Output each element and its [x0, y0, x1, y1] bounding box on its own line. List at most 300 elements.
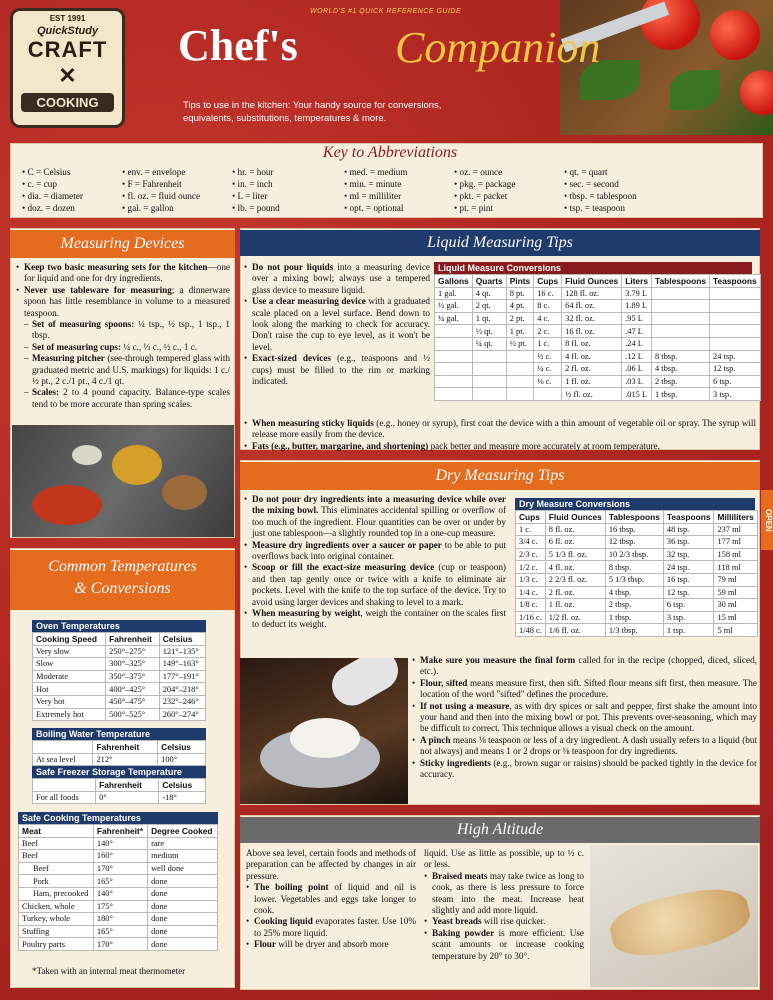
- abbreviation-item: • min. = minute: [344, 179, 402, 189]
- liquid-bullet-text: into a measuring device over a mixing bowl; always use a tempered glass device to measure liquid.: [252, 262, 430, 295]
- table-cell: 1 tbsp.: [605, 611, 663, 624]
- dry-bullet-lower-bold: Sticky ingredients: [420, 757, 491, 768]
- table-header-row: [33, 741, 206, 754]
- table-cell: 24 tsp.: [710, 350, 761, 363]
- table-cell: 170°: [93, 862, 147, 875]
- table-row: [33, 658, 206, 671]
- table-cell: done: [148, 925, 218, 938]
- table-cell: 1 tbsp.: [652, 388, 710, 401]
- liquid-bullet-bold: Exact-sized devices: [252, 353, 331, 364]
- table-cell: [435, 325, 473, 338]
- abbreviation-item: • opt. = optional: [344, 203, 404, 213]
- measuring-dash-item-text: ¼ c., ⅓ c., ½ c., 1 c.: [121, 341, 198, 352]
- table-cell: 177 ml: [714, 536, 757, 549]
- dry-bullet-bold: Do not pour dry ingredients into a measuring device while over the mixing bowl.: [252, 494, 506, 516]
- altitude-bullet-text: will be dryer and absorb more: [275, 939, 389, 950]
- abbreviation-item: • lb. = pound: [232, 203, 280, 213]
- table-cell: 2 tbsp.: [605, 599, 663, 612]
- table-cell: 15 ml: [714, 611, 757, 624]
- table-cell: 64 fl. oz.: [562, 300, 622, 313]
- logo-est: EST 1991: [49, 14, 86, 23]
- measuring-dash-item-text: ¼ tsp., ½ tsp., 1 tsp., 1 tbsp.: [32, 319, 230, 341]
- table-row: [516, 573, 758, 586]
- table-cell: rare: [148, 837, 218, 850]
- table-cell: Ham, precooked: [19, 887, 94, 900]
- table-cell: 10 2/3 tbsp.: [605, 548, 663, 561]
- safe-cooking-table: [18, 812, 218, 951]
- table-cell: 1 tsp.: [663, 624, 714, 637]
- table-cell: 79 ml: [714, 573, 757, 586]
- high-altitude-col2-lead: liquid. Use as little as possible, up to ½ c. or less.: [424, 848, 584, 870]
- dry-bullet-text: to be able to put overflows back into original container.: [252, 539, 506, 562]
- table-cell: 204°–218°: [159, 683, 205, 696]
- dry-bullet-text: This eliminates accidental spilling or overflow of too much of the ingredient. Flour quantities can be over or under by just one tablespoon—a slightly rounded top in a one-cup measure.: [252, 505, 506, 539]
- table-header-cell: Degree Cooked: [148, 825, 218, 838]
- table-row: [516, 611, 758, 624]
- table-row: [19, 925, 218, 938]
- table-cell: For all foods: [33, 791, 96, 804]
- table-row: [435, 300, 761, 313]
- table-cell: 165°: [93, 875, 147, 888]
- table-cell: [506, 350, 533, 363]
- table-row: [19, 887, 218, 900]
- altitude-bullet-bold: Braised meats: [432, 870, 488, 881]
- table-cell: 100°: [158, 753, 206, 766]
- abbreviations-list: [22, 166, 762, 214]
- table-cell: 158 ml: [714, 548, 757, 561]
- table-header-cell: Fahrenheit: [93, 741, 158, 754]
- liquid-bullet: [244, 296, 430, 353]
- table-cell: [472, 375, 506, 388]
- bread-photo: [590, 845, 758, 987]
- table-row: [435, 363, 761, 376]
- table-cell: 32 fl. oz.: [562, 312, 622, 325]
- altitude-bullet-bold: The boiling point: [254, 882, 329, 893]
- table-header-row: [435, 275, 761, 288]
- table-cell: 232°–246°: [159, 695, 205, 708]
- abbreviation-item: • in. = inch: [232, 179, 273, 189]
- utensils-icon: ✕: [58, 63, 77, 88]
- table-header-cell: Quarts: [472, 275, 506, 288]
- altitude-bullet-text: may take twice as long to cook, as there is less pressure to force steam into the meat. Increase heat slightly and add more liquid.: [432, 870, 585, 916]
- abbreviations-title: Key to Abbreviations: [322, 144, 458, 161]
- altitude-bullet: [246, 939, 416, 950]
- table-row: [33, 791, 206, 804]
- page-subtitle: Tips to use in the kitchen: Your handy source for conversions, equivalents, substitutions, temperatures & more.: [183, 100, 442, 124]
- table-header-cell: Celsius: [159, 779, 206, 792]
- table-cell: 3 tsp.: [663, 611, 714, 624]
- table-header-cell: Tablespoons: [605, 511, 663, 524]
- dry-bullet-lower-text: means ⅛ teaspoon or less of a dry ingredient. A dash usually refers to a liquid (but not always) and means 1 or 2 drops or ⅛ teaspoon for dry ingredients.: [420, 734, 757, 757]
- altitude-bullet: [246, 882, 416, 916]
- high-altitude-intro: Above sea level, certain foods and methods of preparation can be affected by changes in air pressure.: [246, 848, 416, 881]
- table-row: [516, 536, 758, 549]
- table-cell: 260°–274°: [159, 708, 205, 721]
- liquid-bullet-text: (e.g., teaspoons and ½ cups) must be filled to the rim or marking indicated.: [252, 353, 430, 387]
- dry-bullet-lower-bold: Flour, sifted: [420, 677, 468, 688]
- table-cell: 121°–135°: [159, 645, 205, 658]
- table-cell: ¼ gal.: [435, 312, 473, 325]
- table-cell: 118 ml: [714, 561, 757, 574]
- dry-bullet-bold: When measuring by weight: [252, 608, 361, 619]
- table-cell: 4 fl. oz.: [545, 561, 605, 574]
- dry-bullet-lower: [412, 735, 757, 758]
- table-cell: .95 L: [622, 312, 652, 325]
- table-cell: Hot: [33, 683, 106, 696]
- table-header-cell: Fluid Ounces: [545, 511, 605, 524]
- table-cell: 8 c.: [534, 300, 562, 313]
- abbreviation-item: • gal. = gallon: [122, 203, 174, 213]
- table-header-cell: Liters: [622, 275, 652, 288]
- table-cell: [710, 300, 761, 313]
- table-cell: 212°: [93, 753, 158, 766]
- table-cell: .47 L: [622, 325, 652, 338]
- dry-bullet-lower: [412, 701, 757, 735]
- table-cell: [652, 325, 710, 338]
- dry-bullet-text: (cup or teaspoon) and then tap gently once or twice with a knife to eliminate air pockets. Level with the knife to the top surface of the device. Try to avoid using larger devices and shaking to level to a mark.: [252, 562, 506, 607]
- table-cell: [435, 337, 473, 350]
- table-row: [516, 523, 758, 536]
- table-row: [19, 913, 218, 926]
- table-header-cell: [33, 741, 93, 754]
- dry-bullet-lower-bold: Make sure you measure the final form: [420, 655, 576, 665]
- table-cell: ½ c.: [534, 350, 562, 363]
- table-header-cell: Cups: [534, 275, 562, 288]
- dry-bullet-bold: Scoop or fill the exact-size measuring device: [252, 562, 435, 573]
- abbreviation-item: • pkt. = packet: [454, 191, 508, 201]
- table-row: [435, 312, 761, 325]
- table-cell: 59 ml: [714, 586, 757, 599]
- table-cell: 32 tsp.: [663, 548, 714, 561]
- table-cell: Very slow: [33, 645, 106, 658]
- liquid-bullet-bold: Fats (e.g., butter, margarine, and shortening): [252, 440, 429, 451]
- table-header-cell: Fluid Ounces: [562, 275, 622, 288]
- table-cell: 1 c.: [534, 337, 562, 350]
- liquid-bullet: [244, 262, 430, 296]
- table-cell: [506, 388, 533, 401]
- table-cell: [435, 363, 473, 376]
- measuring-devices-text: [16, 262, 230, 410]
- abbreviation-item: • env. = envelope: [122, 167, 186, 177]
- table-cell: 500°–525°: [106, 708, 160, 721]
- dry-bullet-lower-text: , as with dry spices or salt and pepper, first shake the amount into your hand and then into the mixing bowl or pot. This prevents over-seasoning, which may be difficult to correct. This technique allows a visual check on the amount.: [420, 700, 757, 734]
- table-cell: 2 tbsp.: [652, 375, 710, 388]
- table-cell: 2 fl. oz.: [562, 363, 622, 376]
- abbreviation-item: • tsp. = teaspoon: [564, 203, 625, 213]
- freezer-caption: Safe Freezer Storage Temperature: [32, 766, 206, 778]
- table-cell: 4 tbsp.: [605, 586, 663, 599]
- altitude-bullet: [424, 928, 584, 962]
- table-row: [19, 850, 218, 863]
- table-row: [33, 695, 206, 708]
- table-row: [33, 753, 206, 766]
- table-cell: 0°: [96, 791, 159, 804]
- measuring-dash-item-text: 2 to 4 pound capacity. Balance-type scales tend to be more accurate than spring scales.: [32, 387, 230, 409]
- table-cell: 1 gal.: [435, 287, 473, 300]
- measuring-bullet-text: ; a dinnerware spoon has little resemblance in volume to a measured teaspoon.: [24, 284, 230, 318]
- flour-sifting-photo: [240, 658, 408, 804]
- table-cell: 2 2/3 fl. oz.: [545, 573, 605, 586]
- table-cell: Extremely hot: [33, 708, 106, 721]
- abbreviation-item: • tbsp. = tablespoon: [564, 191, 637, 201]
- measuring-bullet-text: —one for liquid and one for dry ingredients.: [24, 262, 230, 284]
- liquid-bullet-bold: Do not pour liquids: [252, 262, 334, 272]
- table-cell: 1 qt.: [472, 312, 506, 325]
- table-cell: .06 L: [622, 363, 652, 376]
- table-cell: 1.89 L: [622, 300, 652, 313]
- table-cell: Very hot: [33, 695, 106, 708]
- table-cell: 6 tsp.: [710, 375, 761, 388]
- abbreviation-item: • fl. oz. = fluid ounce: [122, 191, 201, 201]
- table-cell: 1/8 c.: [516, 599, 546, 612]
- abbreviation-item: • c. = cup: [22, 179, 57, 189]
- table-cell: Poultry parts: [19, 938, 94, 951]
- table-row: [435, 287, 761, 300]
- dry-bullet: [244, 608, 506, 631]
- table-cell: 4 qt.: [472, 287, 506, 300]
- measuring-bullet-bold: Keep two basic measuring sets for the kitchen: [24, 262, 208, 272]
- table-row: [435, 350, 761, 363]
- table-cell: 4 pt.: [506, 300, 533, 313]
- table-cell: 36 tsp.: [663, 536, 714, 549]
- table-cell: done: [148, 887, 218, 900]
- measuring-bullet-bold: Never use tableware for measuring: [24, 284, 172, 295]
- altitude-bullet: [424, 916, 584, 927]
- table-cell: ⅛ c.: [534, 375, 562, 388]
- dry-measure-caption: Dry Measure Conversions: [515, 498, 755, 510]
- altitude-bullet-text: will rise quicker.: [481, 916, 546, 927]
- table-cell: 8 tbsp.: [605, 561, 663, 574]
- table-cell: [652, 287, 710, 300]
- table-cell: 16 tbsp.: [605, 523, 663, 536]
- logo-brand: QuickStudy: [36, 25, 99, 37]
- dry-bullet-lower-text: called for in the recipe (chopped, diced, sliced, etc.).: [420, 655, 757, 677]
- table-cell: 2 fl. oz.: [545, 586, 605, 599]
- table-row: [33, 645, 206, 658]
- oven-temperatures-caption: Oven Temperatures: [32, 620, 206, 632]
- measuring-bullet: [16, 262, 230, 285]
- table-cell: 1/4 c.: [516, 586, 546, 599]
- table-cell: 2 c.: [534, 325, 562, 338]
- table-cell: .24 L: [622, 337, 652, 350]
- abbreviation-item: • pkg. = package: [454, 179, 516, 189]
- liquid-bullet-text: (e.g., honey or syrup), first coat the device with a thin amount of vegetable oil or spray. The syrup will release more easily from the device.: [252, 418, 756, 440]
- table-cell: 140°: [93, 887, 147, 900]
- table-row: [19, 875, 218, 888]
- safe-cooking-footnote: *Taken with an internal meat thermometer: [32, 966, 186, 976]
- table-header-cell: Milliliters: [714, 511, 757, 524]
- table-cell: 175°: [93, 900, 147, 913]
- tagline: WORLD'S #1 QUICK REFERENCE GUIDE: [310, 8, 462, 15]
- table-cell: [472, 363, 506, 376]
- table-cell: 16 tsp.: [663, 573, 714, 586]
- table-header-row: [33, 633, 206, 646]
- table-cell: 160°: [93, 850, 147, 863]
- table-cell: 250°–275°: [106, 645, 160, 658]
- dry-bullet-text: , weigh the container on the scales first to deduct its weight.: [252, 608, 506, 630]
- table-cell: 5 1/3 fl. oz.: [545, 548, 605, 561]
- abbreviation-item: • C = Celsius: [22, 167, 71, 177]
- dry-bullet: [244, 494, 506, 540]
- table-cell: ½ fl. oz.: [562, 388, 622, 401]
- table-cell: 1/16 c.: [516, 611, 546, 624]
- temperatures-title: [10, 550, 235, 610]
- dry-bullet-lower: [412, 655, 757, 678]
- abbreviation-item: • ml = milliliter: [344, 191, 402, 201]
- safe-cooking-caption: Safe Cooking Temperatures: [18, 812, 218, 824]
- altitude-bullet-bold: Baking powder: [432, 927, 495, 938]
- measuring-devices-title: Measuring Devices: [10, 230, 235, 258]
- table-header-cell: Cooking Speed: [33, 633, 106, 646]
- table-header-cell: Meat: [19, 825, 94, 838]
- table-row: [435, 337, 761, 350]
- liquid-measure-table: [434, 262, 757, 401]
- open-tab[interactable]: OPEN: [761, 490, 773, 550]
- measuring-dash-item: [24, 387, 230, 410]
- altitude-bullet-text: of liquid and oil is lower. Vegetables and eggs take longer to cook.: [254, 882, 417, 916]
- table-cell: 1/3 c.: [516, 573, 546, 586]
- table-cell: [652, 337, 710, 350]
- high-altitude-col2: [424, 848, 584, 962]
- liquid-bullet-text: pack better and measure more accurately at room temperature.: [428, 440, 660, 451]
- high-altitude-col1: [246, 848, 416, 951]
- table-cell: 177°–191°: [159, 670, 205, 683]
- table-row: [516, 586, 758, 599]
- table-cell: 6 fl. oz.: [545, 536, 605, 549]
- table-header-cell: Teaspoons: [710, 275, 761, 288]
- table-header-row: [19, 825, 218, 838]
- table-cell: .12 L: [622, 350, 652, 363]
- liquid-tips-text-wide: [244, 418, 756, 452]
- table-cell: [472, 350, 506, 363]
- table-cell: 140°: [93, 837, 147, 850]
- table-cell: [435, 388, 473, 401]
- abbreviation-item: • med. = medium: [344, 167, 408, 177]
- dry-bullet-lower: [412, 678, 757, 701]
- table-row: [33, 708, 206, 721]
- table-header-cell: Celsius: [159, 633, 205, 646]
- liquid-bullet: [244, 353, 430, 387]
- table-cell: [652, 312, 710, 325]
- table-cell: 3.79 L: [622, 287, 652, 300]
- table-row: [19, 862, 218, 875]
- table-row: [516, 561, 758, 574]
- table-cell: [710, 287, 761, 300]
- table-header-cell: Pints: [506, 275, 533, 288]
- high-altitude-title: High Altitude: [240, 817, 760, 843]
- table-cell: done: [148, 900, 218, 913]
- table-row: [33, 683, 206, 696]
- measuring-dash-item: [24, 342, 230, 353]
- table-cell: [472, 388, 506, 401]
- temperatures-title-line2: & Conversions: [74, 580, 171, 597]
- measuring-dash-item: [24, 319, 230, 342]
- table-cell: 450°–475°: [106, 695, 160, 708]
- table-cell: 3 tsp.: [710, 388, 761, 401]
- table-cell: 1/2 c.: [516, 561, 546, 574]
- altitude-bullet-bold: Flour: [254, 939, 276, 950]
- abbreviation-item: • F = Fahrenheit: [122, 179, 182, 189]
- table-cell: .03 L: [622, 375, 652, 388]
- table-cell: 5 1/3 tbsp.: [605, 573, 663, 586]
- table-cell: 3/4 c.: [516, 536, 546, 549]
- liquid-tips-text: [244, 262, 430, 387]
- boiling-water-table: [32, 728, 206, 804]
- table-header-cell: Cups: [516, 511, 546, 524]
- liquid-bullet: [244, 418, 756, 441]
- liquid-bullet-bold: Use a clear measuring device: [252, 296, 366, 307]
- altitude-bullet-bold: Yeast breads: [432, 916, 482, 927]
- table-cell: 12 tbsp.: [605, 536, 663, 549]
- table-cell: Pork: [19, 875, 94, 888]
- table-cell: 30 ml: [714, 599, 757, 612]
- table-header-row: [516, 511, 758, 524]
- table-cell: 180°: [93, 913, 147, 926]
- table-cell: Beef: [19, 837, 94, 850]
- table-cell: 4 c.: [534, 312, 562, 325]
- table-cell: 1/6 fl. oz.: [545, 624, 605, 637]
- table-cell: well done: [148, 862, 218, 875]
- table-cell: 16 fl. oz.: [562, 325, 622, 338]
- table-header-cell: Celsius: [158, 741, 206, 754]
- measuring-dash-item: [24, 353, 230, 387]
- table-row: [33, 670, 206, 683]
- spices-photo: [12, 425, 234, 537]
- table-header-cell: Fahrenheit*: [93, 825, 147, 838]
- altitude-bullet-text: evaporates faster. Use 10% to 25% more liquid.: [254, 916, 416, 938]
- table-row: [516, 599, 758, 612]
- table-cell: ½ gal.: [435, 300, 473, 313]
- table-cell: 8 tbsp.: [652, 350, 710, 363]
- table-cell: Slow: [33, 658, 106, 671]
- abbreviation-item: • doz. = dozen: [22, 203, 75, 213]
- table-cell: done: [148, 875, 218, 888]
- table-cell: ½ qt.: [472, 325, 506, 338]
- table-cell: 237 ml: [714, 523, 757, 536]
- table-header-cell: Fahrenheit: [96, 779, 159, 792]
- table-cell: done: [148, 938, 218, 951]
- dry-bullet-lower-text: (e.g., brown sugar or raisins) should be packed tightly in the device for accuracy.: [420, 757, 758, 780]
- dry-bullet: [244, 540, 506, 563]
- table-cell: 300°–325°: [106, 658, 160, 671]
- table-cell: 1 pt.: [506, 325, 533, 338]
- table-cell: [435, 375, 473, 388]
- table-cell: 1/2 fl. oz.: [545, 611, 605, 624]
- measuring-dash-item-bold: Set of measuring cups:: [32, 341, 122, 352]
- table-cell: [435, 350, 473, 363]
- table-cell: Chicken, whole: [19, 900, 94, 913]
- measuring-dash-item-bold: Scales:: [32, 387, 60, 398]
- table-cell: Turkey, whole: [19, 913, 94, 926]
- table-cell: 1 fl. oz.: [545, 599, 605, 612]
- table-cell: [710, 325, 761, 338]
- measuring-bullet: [16, 285, 230, 319]
- page-title: Chef's: [178, 21, 298, 70]
- table-cell: 1 fl. oz.: [562, 375, 622, 388]
- table-cell: -18°: [159, 791, 206, 804]
- liquid-tips-title: Liquid Measuring Tips: [240, 230, 760, 256]
- dry-bullet-lower-bold: A pinch: [420, 734, 451, 745]
- table-cell: ¼ c.: [534, 363, 562, 376]
- table-cell: [710, 337, 761, 350]
- table-cell: 2 qt.: [472, 300, 506, 313]
- table-cell: 2/3 c.: [516, 548, 546, 561]
- table-row: [19, 938, 218, 951]
- table-cell: 4 fl. oz.: [562, 350, 622, 363]
- abbreviation-item: • hr. = hour: [232, 167, 274, 177]
- table-cell: 2 pt.: [506, 312, 533, 325]
- table-cell: [652, 300, 710, 313]
